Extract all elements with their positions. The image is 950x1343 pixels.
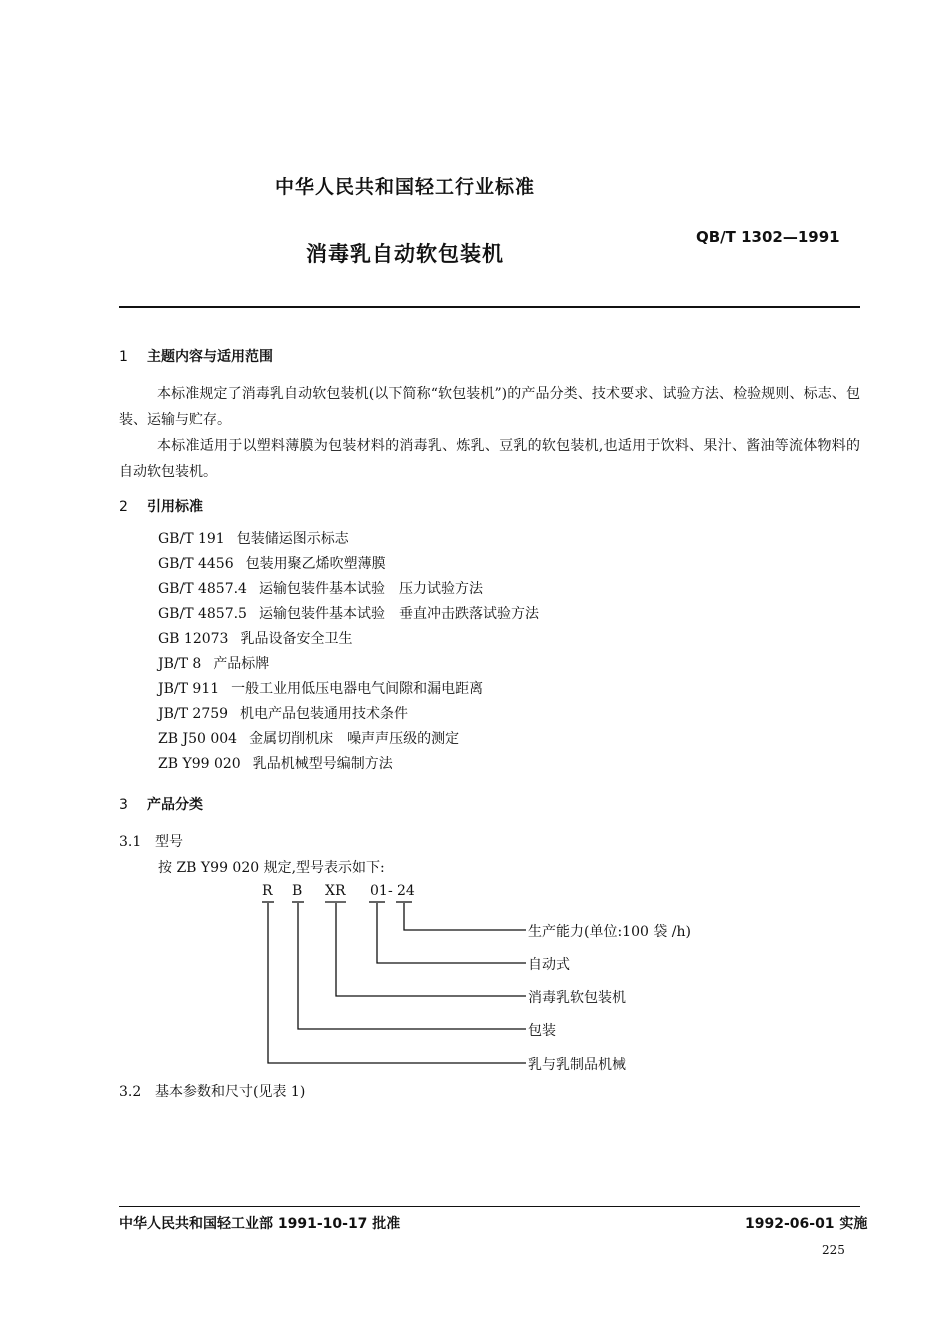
legend-pouch-machine: 消毒乳软包装机	[528, 990, 626, 1006]
model-part-dash: -	[388, 883, 393, 899]
reference-title: 运输包装件基本试验 垂直冲击跌落试验方法	[258, 606, 539, 622]
reference-title: 乳品设备安全卫生	[240, 631, 353, 647]
issuer-title: 中华人民共和国轻工行业标准	[274, 176, 535, 198]
footer-divider	[119, 1206, 860, 1207]
model-part-xr: XR	[325, 883, 346, 899]
section-1-paragraph-1: 本标准规定了消毒乳自动软包装机(以下简称“软包装机”)的产品分类、技术要求、试验方法、检验规则、标志、包装、运输与贮存。	[119, 386, 860, 428]
model-intro: 按 ZB Y99 020 规定,型号表示如下:	[158, 860, 385, 876]
section-2-number: 2	[119, 499, 128, 515]
subsection-3-2-number: 3.2	[119, 1084, 142, 1100]
reference-code: ZB J50 004	[158, 731, 238, 747]
leader-dairy-machinery	[268, 903, 526, 1063]
model-part-r: R	[262, 883, 273, 899]
reference-title: 金属切削机床 噪声声压级的测定	[249, 731, 460, 747]
subsection-3-1-number: 3.1	[119, 834, 142, 850]
reference-title: 包装储运图示标志	[236, 531, 349, 547]
effective-date: 1992-06-01 实施	[745, 1216, 868, 1232]
reference-code: GB/T 191	[158, 531, 225, 547]
leader-packaging	[298, 903, 526, 1029]
legend-packaging: 包装	[528, 1023, 556, 1039]
standard-title: 消毒乳自动软包装机	[306, 242, 504, 266]
section-1-paragraph-2: 本标准适用于以塑料薄膜为包装材料的消毒乳、炼乳、豆乳的软包装机,也适用于饮料、果汁、酱油等流体物料的自动软包装机。	[119, 438, 860, 480]
reference-code: JB/T 2759	[158, 706, 229, 722]
legend-dairy-machinery: 乳与乳制品机械	[528, 1057, 626, 1073]
leader-capacity	[404, 903, 526, 930]
section-1-title: 主题内容与适用范围	[147, 349, 273, 365]
reference-code: GB 12073	[158, 631, 229, 647]
leader-pouch-machine	[336, 903, 526, 996]
reference-code: JB/T 8	[158, 656, 202, 672]
legend-automatic: 自动式	[528, 957, 570, 973]
model-part-b: B	[292, 883, 303, 899]
reference-code: GB/T 4456	[158, 556, 234, 572]
reference-title: 乳品机械型号编制方法	[252, 756, 393, 772]
leader-automatic	[377, 903, 526, 963]
section-2-title: 引用标准	[147, 499, 203, 515]
page-number: 225	[822, 1243, 845, 1257]
subsection-3-2-title: 基本参数和尺寸(见表 1)	[155, 1084, 306, 1100]
section-3-title: 产品分类	[147, 797, 203, 813]
reference-title: 运输包装件基本试验 压力试验方法	[258, 581, 483, 597]
model-part-num2: 24	[397, 883, 415, 899]
reference-code: GB/T 4857.5	[158, 606, 247, 622]
reference-code: GB/T 4857.4	[158, 581, 247, 597]
section-1-number: 1	[119, 349, 128, 365]
reference-title: 产品标牌	[213, 656, 270, 672]
reference-title: 一般工业用低压电器电气间隙和漏电距离	[231, 681, 484, 697]
model-part-num1: 01	[370, 883, 388, 899]
reference-title: 机电产品包装通用技术条件	[240, 706, 409, 722]
standard-number: QB/T 1302—1991	[696, 228, 840, 246]
reference-title: 包装用聚乙烯吹塑薄膜	[245, 556, 386, 572]
approval-statement: 中华人民共和国轻工业部 1991-10-17 批准	[119, 1216, 401, 1232]
legend-capacity: 生产能力(单位:100 袋 /h)	[528, 924, 691, 940]
subsection-3-1-title: 型号	[155, 834, 183, 850]
reference-code: JB/T 911	[158, 681, 220, 697]
subsection-3-2-heading	[119, 1081, 305, 1101]
reference-code: ZB Y99 020	[158, 756, 241, 772]
section-3-number: 3	[119, 797, 128, 813]
